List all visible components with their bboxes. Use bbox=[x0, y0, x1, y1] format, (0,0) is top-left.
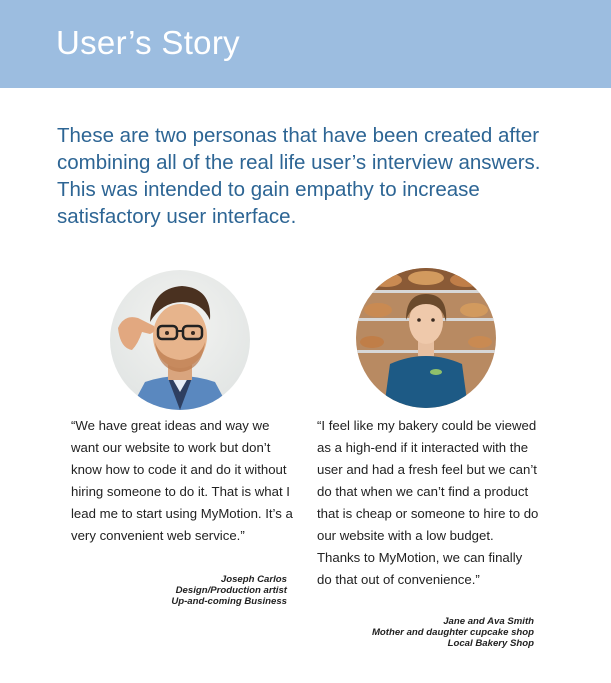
persona-1-quote: “We have great ideas and way we want our website to work but don’t know how to code it and do it without hiring someone to do it. That is what I lead me to start using MyMotion. It’s a very convenient web service.” bbox=[71, 418, 293, 543]
persona-1-name: Joseph Carlos bbox=[220, 574, 287, 585]
persona-1-photo bbox=[110, 270, 250, 410]
persona-2-role: Mother and daughter cupcake shop bbox=[371, 627, 534, 638]
persona-2-name: Jane and Ava Smith bbox=[443, 616, 534, 627]
persona-2-quote: “I feel like my bakery could be viewed as a high-end if it interacted with the user and had a fresh feel but we can’t do that when we can’t find a product that is cheap or someone to hire to do our website with a low budget. Thanks to MyMotion, we can finally do that out of convenience.” bbox=[317, 418, 539, 587]
persona-1-role: Design/Production artist bbox=[175, 585, 287, 596]
persona-1-company: Up-and-coming Business bbox=[171, 596, 287, 607]
persona-1-attribution bbox=[100, 574, 287, 607]
baker-woman-photo-icon bbox=[356, 268, 496, 408]
header-banner bbox=[0, 0, 611, 88]
man-with-glasses-photo-icon bbox=[110, 270, 250, 410]
persona-2-attribution bbox=[300, 616, 534, 649]
persona-2-company: Local Bakery Shop bbox=[447, 638, 534, 649]
intro-paragraph: These are two personas that have been created after combining all of the real life user’s interview answers. This was intended to gain empathy to increase satisfactory user interface. bbox=[57, 124, 541, 228]
persona-2-photo bbox=[356, 268, 496, 408]
page-title: User’s Story bbox=[56, 24, 240, 61]
